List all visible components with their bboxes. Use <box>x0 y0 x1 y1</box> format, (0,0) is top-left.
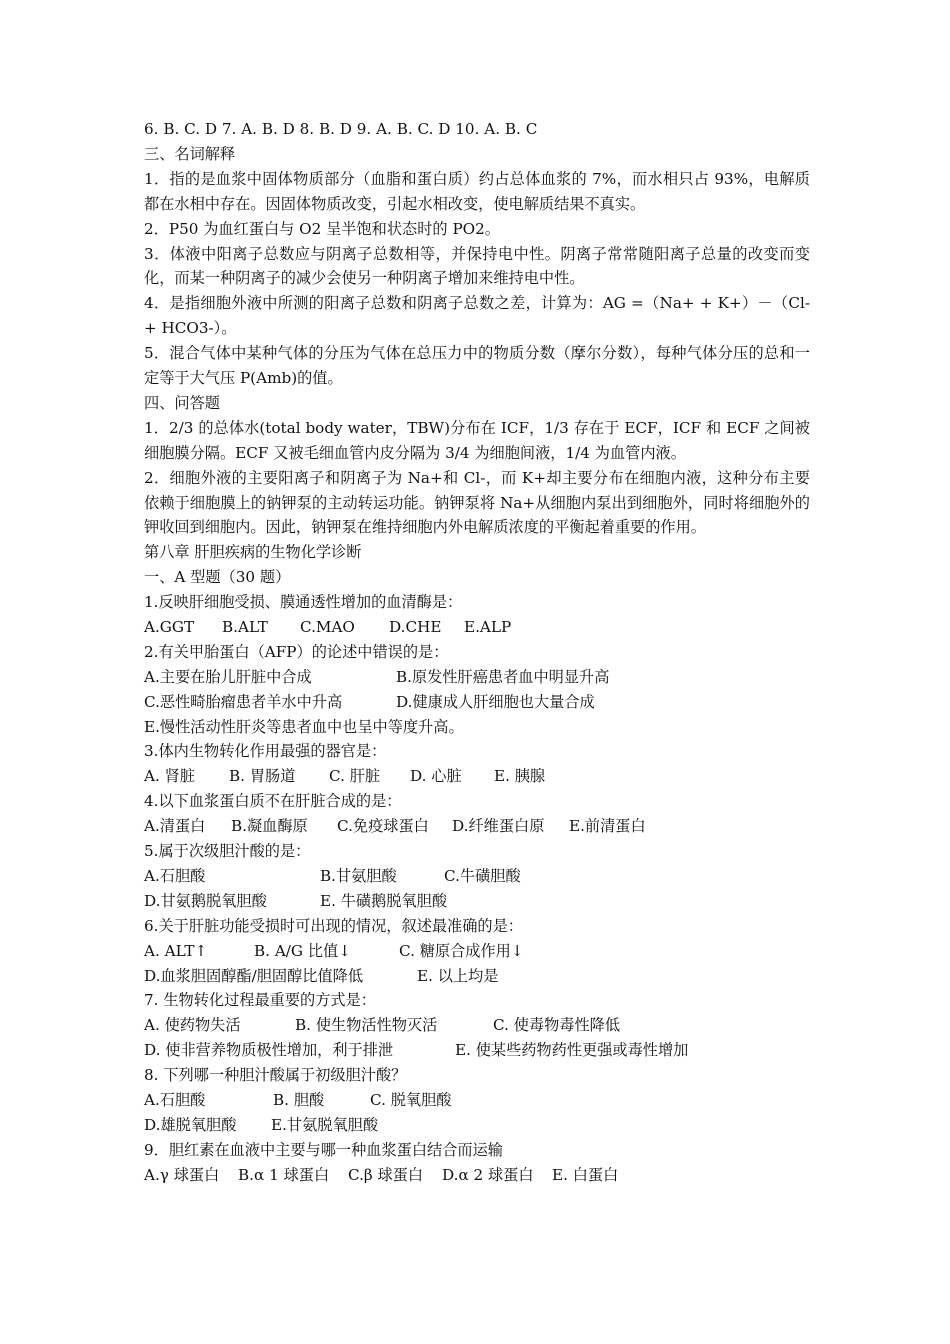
option: A.GGT <box>144 618 195 637</box>
definition-5: 5．混合气体中某种气体的分压为气体在总压力中的物质分数（摩尔分数），每种气体分压的总和一定等于大气压 P(Amb)的值。 <box>144 344 810 388</box>
option-row <box>144 690 810 715</box>
question-stem: 9．胆红素在血液中主要与哪一种血浆蛋白结合而运输 <box>144 1140 503 1159</box>
option: A.清蛋白 <box>144 817 206 836</box>
option-row <box>144 1113 810 1138</box>
option-row <box>144 1163 810 1188</box>
option: D. 心脏 <box>410 767 462 786</box>
option: C. 肝脏 <box>329 767 381 786</box>
option: D.健康成人肝细胞也大量合成 <box>396 692 595 711</box>
question-stem: 5.属于次级胆汁酸的是： <box>144 842 311 861</box>
definition-4: 4．是指细胞外液中所测的阳离子总数和阴离子总数之差，计算为：AG =（Na+ + K+）－（Cl- + HCO3-）。 <box>144 294 810 338</box>
question-stem: 2.有关甲胎蛋白（AFP）的论述中错误的是： <box>144 642 449 661</box>
option: A.主要在胎儿肝脏中合成 <box>144 667 312 686</box>
option: C. 脱氧胆酸 <box>370 1090 452 1109</box>
option-row <box>144 715 810 740</box>
option: E. 以上均是 <box>417 966 499 985</box>
option: E.慢性活动性肝炎等患者血中也呈中等度升高。 <box>144 717 464 736</box>
question-stem: 1.反映肝细胞受损、膜通透性增加的血清酶是： <box>144 593 463 612</box>
option: A.γ 球蛋白 <box>144 1165 220 1184</box>
option-row <box>144 764 810 789</box>
option-row <box>144 939 810 964</box>
option: E. 牛磺鹅脱氧胆酸 <box>320 891 448 910</box>
option: E. 胰腺 <box>494 767 546 786</box>
option-row <box>144 665 810 690</box>
option: D.甘氨鹅脱氧胆酸 <box>144 891 267 910</box>
option: D.血浆胆固醇酯/胆固醇比值降低 <box>144 966 364 985</box>
question-stem: 4.以下血浆蛋白质不在肝脏合成的是： <box>144 792 402 811</box>
option: A. ALT↑ <box>144 941 208 960</box>
option: E. 白蛋白 <box>552 1165 619 1184</box>
question-stem: 3.体内生物转化作用最强的器官是： <box>144 742 387 761</box>
definition-1: 1．指的是血浆中固体物质部分（血脂和蛋白质）约占总体血浆的 7%，而水相只占 93%，电解质都在水相中存在。因固体物质改变，引起水相改变，使电解质结果不真实。 <box>144 169 810 213</box>
option-row <box>144 864 810 889</box>
question-stem: 7. 生物转化过程最重要的方式是： <box>144 991 376 1010</box>
page-content <box>144 117 810 1188</box>
option-row <box>144 964 810 989</box>
option: C.免疫球蛋白 <box>337 817 429 836</box>
option-row <box>144 814 810 839</box>
answer-1: 1．2/3 的总体水(total body water，TBW)分布在 ICF，1/3 存在于 ECF，ICF 和 ECF 之间被细胞膜分隔。ECF 又被毛细血管内皮分隔为 3/4 为细胞间液，1/4 为血管内液。 <box>144 418 810 462</box>
chapter-title: 第八章 肝胆疾病的生物化学诊断 <box>144 543 362 562</box>
option: B. 胆酸 <box>273 1090 325 1109</box>
option: E.ALP <box>464 618 512 637</box>
section-heading-definitions: 三、名词解释 <box>144 144 236 163</box>
option: E.甘氨脱氧胆酸 <box>271 1115 379 1134</box>
option: B.凝血酶原 <box>231 817 308 836</box>
option: E. 使某些药物药性更强或毒性增加 <box>455 1041 689 1060</box>
option: B. 使生物活性物灭活 <box>295 1016 438 1035</box>
definition-2: 2．P50 为血红蛋白与 O2 呈半饱和状态时的 PO2。 <box>144 219 500 238</box>
option: C.牛磺胆酸 <box>444 866 521 885</box>
option: B. 胃肠道 <box>229 767 296 786</box>
option: B.原发性肝癌患者血中明显升高 <box>396 667 610 686</box>
option: C. 使毒物毒性降低 <box>493 1016 621 1035</box>
option: B.α 1 球蛋白 <box>238 1165 330 1184</box>
option: C.MAO <box>300 618 355 637</box>
option: D.CHE <box>389 618 442 637</box>
option: B.甘氨胆酸 <box>320 866 397 885</box>
option: C.恶性畸胎瘤患者羊水中升高 <box>144 692 343 711</box>
option: A.石胆酸 <box>144 866 206 885</box>
option-row <box>144 615 810 640</box>
option: D.雄脱氧胆酸 <box>144 1115 237 1134</box>
option: A.石胆酸 <box>144 1090 206 1109</box>
section-heading-questions: 四、问答题 <box>144 393 220 412</box>
option: A. 肾脏 <box>144 767 195 786</box>
option: D.α 2 球蛋白 <box>442 1165 534 1184</box>
option: D. 使非营养物质极性增加，利于排泄 <box>144 1041 394 1060</box>
option-row <box>144 889 810 914</box>
option-row <box>144 1013 810 1038</box>
option: A. 使药物失活 <box>144 1016 241 1035</box>
question-stem: 6.关于肝脏功能受损时可出现的情况，叙述最准确的是： <box>144 916 523 935</box>
option: C. 糖原合成作用↓ <box>399 941 524 960</box>
option: C.β 球蛋白 <box>348 1165 424 1184</box>
definition-3: 3．体液中阳离子总数应与阴离子总数相等，并保持电中性。阴离子常常随阳离子总量的改变而变化，而某一种阴离子的减少会使另一种阴离子增加来维持电中性。 <box>144 244 810 288</box>
answer-2: 2．细胞外液的主要阳离子和阴离子为 Na+和 Cl-，而 K+却主要分布在细胞内液，这种分布主要依赖于细胞膜上的钠钾泵的主动转运功能。钠钾泵将 Na+从细胞内泵出到细胞外，同时将细胞外的钾收回到细胞内。因此，钠钾泵在维持细胞内外电解质浓度的平衡起着重要的作用。 <box>144 468 810 537</box>
answer-key-line: 6. B. C. D 7. A. B. D 8. B. D 9. A. B. C. D 10. A. B. C <box>144 120 538 138</box>
option: B.ALT <box>222 618 268 637</box>
option-row <box>144 1088 810 1113</box>
part-title: 一、A 型题（30 题） <box>144 568 291 587</box>
option-row <box>144 1038 810 1063</box>
option: D.纤维蛋白原 <box>452 817 545 836</box>
option: B. A/G 比值↓ <box>254 941 351 960</box>
option: E.前清蛋白 <box>569 817 646 836</box>
question-stem: 8. 下列哪一种胆汁酸属于初级胆汁酸？ <box>144 1066 407 1085</box>
